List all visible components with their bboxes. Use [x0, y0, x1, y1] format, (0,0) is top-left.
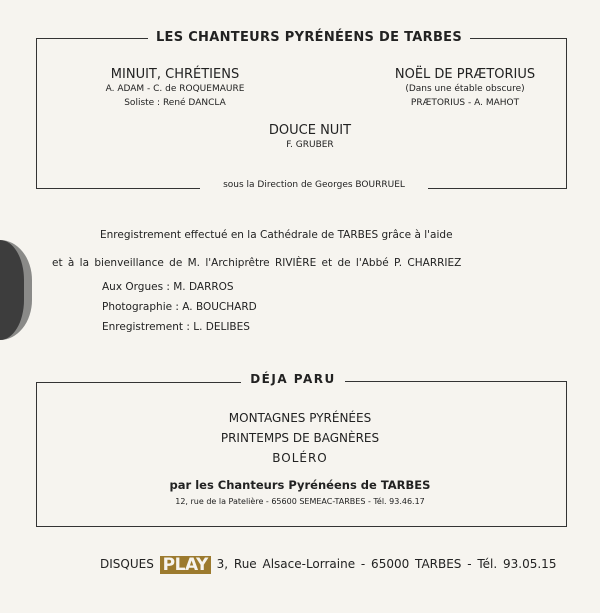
recording-line: et à la bienveillance de M. l'Archiprêtre RIVIÈRE et de l'Abbé P. CHARRIEZ: [52, 257, 462, 269]
page-title: LES CHANTEURS PYRÉNÉENS DE TARBES: [155, 30, 463, 45]
song-title: NOËL DE PRÆTORIUS: [394, 67, 536, 82]
album-item: MONTAGNES PYRÉNÉES: [228, 411, 372, 425]
song-title: MINUIT, CHRÉTIENS: [110, 67, 240, 82]
publisher-line: [100, 556, 556, 574]
play-logo: PLAY: [160, 556, 211, 574]
program-box: [36, 38, 567, 189]
album-item: PRINTEMPS DE BAGNÈRES: [220, 431, 380, 445]
engineer-credit: Enregistrement : L. DELIBES: [102, 321, 250, 333]
divider: [470, 38, 567, 39]
song-title: DOUCE NUIT: [268, 123, 352, 138]
song-subtitle: (Dans une étable obscure): [405, 84, 525, 94]
recording-line: Enregistrement effectué en la Cathédrale de TARBES grâce à l'aide: [100, 229, 453, 241]
divider: [345, 381, 567, 382]
song-soloist: Soliste : René DANCLA: [124, 98, 226, 108]
song-credit: PRÆTORIUS - A. MAHOT: [410, 98, 520, 108]
section-title: DÉJA PARU: [250, 372, 336, 386]
organ-credit: Aux Orgues : M. DARROS: [102, 281, 234, 293]
album-item: BOLÉRO: [272, 451, 328, 465]
performer-address: 12, rue de la Patelière - 65600 SEMEAC-TARBES - Tél. 93.46.17: [175, 497, 425, 506]
publisher-label: DISQUES: [100, 557, 154, 571]
song-credit: F. GRUBER: [286, 140, 334, 150]
director: sous la Direction de Georges BOURRUEL: [200, 180, 428, 190]
divider: [36, 382, 241, 383]
photo-credit: Photographie : A. BOUCHARD: [102, 301, 257, 313]
performer: par les Chanteurs Pyrénéens de TARBES: [169, 478, 431, 492]
song-credit: A. ADAM - C. de ROQUEMAURE: [105, 84, 245, 94]
publisher-address: 3, Rue Alsace-Lorraine - 65000 TARBES - Tél. 93.05.15: [216, 557, 557, 571]
divider: [36, 38, 148, 39]
